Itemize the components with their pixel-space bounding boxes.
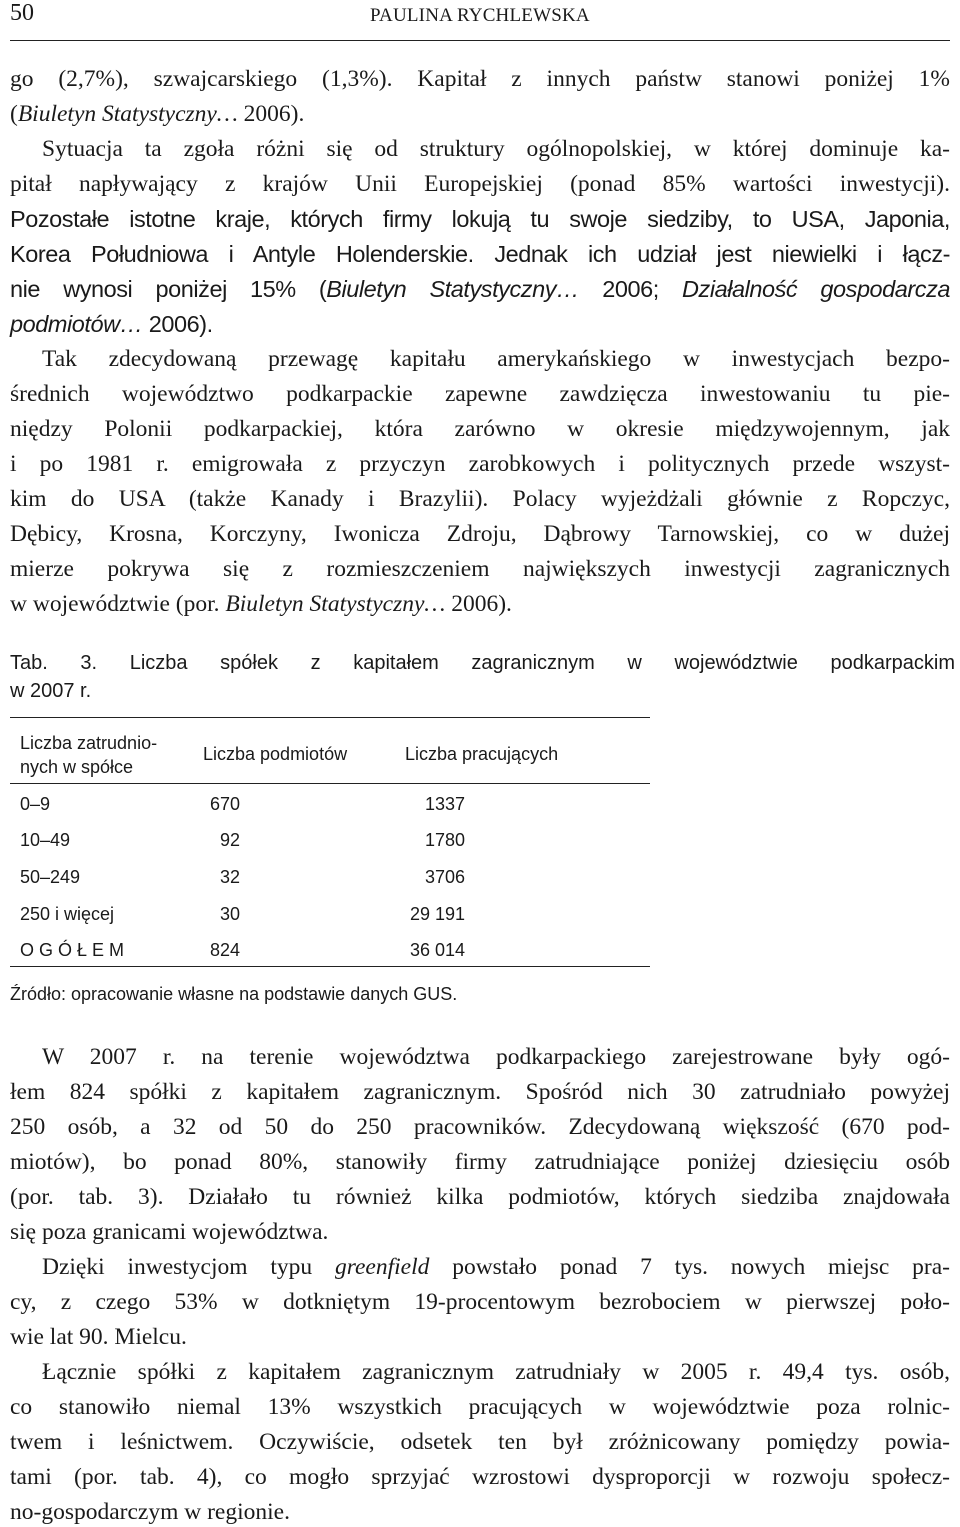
row-label: 250 i więcej (20, 904, 115, 924)
text-line: niędzy Polonii podkarpackiej, która zarówno w okresie międzywojennym, jak (10, 416, 950, 442)
text-line: Korea Południowa i Antyle Holenderskie. Jednak ich udział jest niewielki i łącz- (10, 241, 950, 267)
row-label: 50–249 (20, 867, 81, 887)
italic-title: Działalność gospodarcza (682, 276, 951, 302)
text-line: (por. tab. 3). Działało tu również kilka podmiotów, których siedziba znajdowała (10, 1184, 950, 1210)
text-line: kim do USA (także Kanady i Brazylii). Polacy wyjeżdżali głównie z Ropczyc, (10, 486, 950, 512)
text-line: co stanowiło niemal 13% wszystkich pracujących w województwie poza rolnic- (10, 1394, 950, 1420)
text-line: podmiotów… 2006). (10, 311, 213, 337)
table-header-cell: Liczba pracujących (405, 744, 559, 764)
italic-title: Biuletyn Statystyczny… (17, 101, 238, 127)
text-line: W 2007 r. na terenie województwa podkarpackiego zarejestrowane były ogó- (42, 1044, 950, 1070)
text-line: się poza granicami województwa. (10, 1219, 329, 1245)
text-line: łem 824 spółki z kapitałem zagranicznym. Spośród nich 30 zatrudniało powyżej (10, 1079, 950, 1105)
row-label: 10–49 (20, 830, 71, 850)
text-line: tami (por. tab. 4), co mogło sprzyjać wzrostowi dysproporcji w rozwoju społecz- (10, 1464, 950, 1490)
table-header-cell: nych w spółce (20, 757, 134, 777)
running-head: PAULINA RYCHLEWSKA (370, 5, 590, 26)
table-bottom-rule (10, 966, 650, 967)
text-line: Sytuacja ta zgoła różni się od struktury ogólnopolskiej, w której dominuje ka- (42, 136, 950, 162)
entities-value: 670 (209, 794, 240, 814)
table-top-rule (10, 717, 650, 718)
table-header-cell: Liczba zatrudnio- (20, 733, 158, 753)
text-line: miotów), bo ponad 80%, stanowiły firmy zatrudniające poniżej dziesięciu osób (10, 1149, 950, 1175)
table-source: Źródło: opracowanie własne na podstawie danych GUS. (10, 984, 458, 1004)
workers-value: 1780 (424, 830, 465, 850)
italic-title: podmiotów… (10, 311, 143, 337)
table-caption: w 2007 r. (10, 680, 92, 702)
entities-value: 92 (219, 830, 240, 850)
italic-title: Biuletyn Statystyczny… (326, 276, 580, 302)
italic-title: greenfield (334, 1254, 430, 1280)
workers-total: 36 014 (409, 940, 465, 960)
workers-value: 1337 (424, 794, 465, 814)
text-line: średnich województwo podkarpackie zapewne zawdzięcza inwestowaniu tu pie- (10, 381, 950, 407)
text-line: w województwie (por. Biuletyn Statystyczny… 2006). (10, 591, 512, 617)
row-label: 0–9 (20, 794, 51, 814)
text-line: mierze pokrywa się z rozmieszczeniem największych inwestycji zagranicznych (10, 556, 950, 582)
total-label: O G Ó Ł E M (20, 940, 125, 960)
text-line: pitał napływający z krajów Unii Europejskiej (ponad 85% wartości inwestycji). (10, 171, 950, 197)
header-rule (10, 40, 950, 41)
table-header-cell: Liczba podmiotów (203, 744, 348, 764)
text-line: no-gospodarczym w regionie. (10, 1499, 290, 1525)
table-header-rule (10, 783, 650, 784)
page-number: 50 (10, 0, 34, 26)
table-caption: Tab. 3. Liczba spółek z kapitałem zagranicznym w województwie podkarpackim (10, 652, 955, 674)
workers-value: 29 191 (409, 904, 465, 924)
text-line: Dębicy, Krosna, Korczyny, Iwonicza Zdroju, Dąbrowy Tarnowskiej, co w dużej (10, 521, 950, 547)
text-line: Dzięki inwestycjom typu greenfield powstało ponad 7 tys. nowych miejsc pra- (42, 1254, 950, 1280)
text-line: (Biuletyn Statystyczny… 2006). (10, 101, 305, 127)
entities-total: 824 (209, 940, 240, 960)
text-line: 250 osób, a 32 od 50 do 250 pracowników. Zdecydowaną większość (670 pod- (10, 1114, 950, 1140)
text-line: cy, z czego 53% w dotkniętym 19-procentowym bezrobociem w pierwszej poło- (10, 1289, 950, 1315)
entities-value: 32 (219, 867, 240, 887)
workers-value: 3706 (424, 867, 465, 887)
text-line: twem i leśnictwem. Oczywiście, odsetek ten był zróżnicowany pomiędzy powia- (10, 1429, 950, 1455)
text-line: Pozostałe istotne kraje, których firmy lokują tu swoje siedziby, to USA, Japonia, (10, 206, 950, 232)
text-line: wie lat 90. Mielcu. (10, 1324, 187, 1350)
entities-value: 30 (219, 904, 240, 924)
text-line: go (2,7%), szwajcarskiego (1,3%). Kapitał z innych państw stanowi poniżej 1% (10, 66, 950, 92)
text-line: Łącznie spółki z kapitałem zagranicznym zatrudniały w 2005 r. 49,4 tys. osób, (42, 1359, 950, 1385)
text-line: i po 1981 r. emigrowała z przyczyn zarobkowych i politycznych przede wszyst- (10, 451, 950, 477)
text-line: nie wynosi poniżej 15% (Biuletyn Statystyczny… 2006; Działalność gospodarcza (10, 276, 951, 302)
italic-title: Biuletyn Statystyczny… (225, 591, 446, 617)
text-line: Tak zdecydowaną przewagę kapitału amerykańskiego w inwestycjach bezpo- (42, 346, 950, 372)
